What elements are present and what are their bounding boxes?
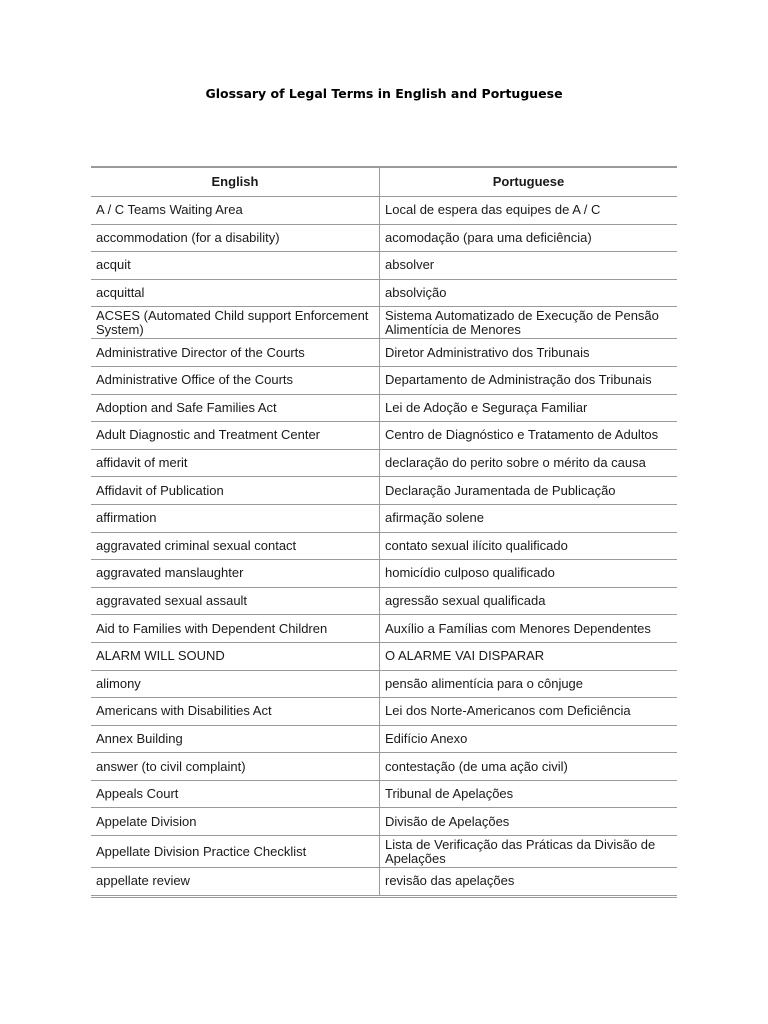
table-row (91, 197, 677, 225)
table-row (91, 560, 677, 588)
table-row (91, 670, 677, 698)
portuguese-term: contestação (de uma ação civil) (380, 753, 678, 781)
column-header-english: English (91, 167, 380, 197)
portuguese-term: contato sexual ilícito qualificado (380, 532, 678, 560)
table-row (91, 422, 677, 450)
english-term: Administrative Office of the Courts (91, 366, 380, 394)
english-term: aggravated manslaughter (91, 560, 380, 588)
portuguese-term: Diretor Administrativo dos Tribunais (380, 339, 678, 367)
table-row (91, 753, 677, 781)
table-row (91, 836, 677, 868)
portuguese-term: homicídio culposo qualificado (380, 560, 678, 588)
table-row (91, 477, 677, 505)
portuguese-term: Centro de Diagnóstico e Tratamento de Adultos (380, 422, 678, 450)
portuguese-term: Tribunal de Apelações (380, 780, 678, 808)
portuguese-term: Divisão de Apelações (380, 808, 678, 836)
english-term: Appellate Division Practice Checklist (91, 836, 380, 868)
english-term: affirmation (91, 504, 380, 532)
english-term: Adult Diagnostic and Treatment Center (91, 422, 380, 450)
column-header-portuguese: Portuguese (380, 167, 678, 197)
english-term: acquittal (91, 279, 380, 307)
table-row (91, 698, 677, 726)
portuguese-term: declaração do perito sobre o mérito da causa (380, 449, 678, 477)
english-term: ACSES (Automated Child support Enforcement System) (91, 307, 380, 339)
english-term: Annex Building (91, 725, 380, 753)
table-row (91, 615, 677, 643)
portuguese-term: Departamento de Administração dos Tribunais (380, 366, 678, 394)
table-row (91, 725, 677, 753)
english-term: Administrative Director of the Courts (91, 339, 380, 367)
portuguese-term: Lei dos Norte-Americanos com Deficiência (380, 698, 678, 726)
table-row (91, 504, 677, 532)
english-term: appellate review (91, 868, 380, 897)
portuguese-term: pensão alimentícia para o cônjuge (380, 670, 678, 698)
portuguese-term: Sistema Automatizado de Execução de Pensão Alimentícia de Menores (380, 307, 678, 339)
english-term: acquit (91, 252, 380, 280)
english-term: Appelate Division (91, 808, 380, 836)
portuguese-term: Lei de Adoção e Seguraça Familiar (380, 394, 678, 422)
table-row (91, 449, 677, 477)
page-title: Glossary of Legal Terms in English and Portuguese (205, 86, 563, 101)
english-term: ALARM WILL SOUND (91, 642, 380, 670)
table-row (91, 532, 677, 560)
english-term: affidavit of merit (91, 449, 380, 477)
table-header-row (91, 167, 677, 197)
portuguese-term: Local de espera das equipes de A / C (380, 197, 678, 225)
portuguese-term: O ALARME VAI DISPARAR (380, 642, 678, 670)
english-term: alimony (91, 670, 380, 698)
table-row (91, 808, 677, 836)
portuguese-term: Declaração Juramentada de Publicação (380, 477, 678, 505)
glossary-table (91, 166, 677, 898)
portuguese-term: absolvição (380, 279, 678, 307)
portuguese-term: absolver (380, 252, 678, 280)
portuguese-term: Auxílio a Famílias com Menores Dependentes (380, 615, 678, 643)
english-term: aggravated criminal sexual contact (91, 532, 380, 560)
table-row (91, 394, 677, 422)
portuguese-term: agressão sexual qualificada (380, 587, 678, 615)
portuguese-term: Lista de Verificação das Práticas da Divisão de Apelações (380, 836, 678, 868)
table-row (91, 307, 677, 339)
english-term: Adoption and Safe Families Act (91, 394, 380, 422)
english-term: Appeals Court (91, 780, 380, 808)
portuguese-term: acomodação (para uma deficiência) (380, 224, 678, 252)
english-term: A / C Teams Waiting Area (91, 197, 380, 225)
table-row (91, 868, 677, 897)
portuguese-term: Edifício Anexo (380, 725, 678, 753)
table-row (91, 252, 677, 280)
english-term: answer (to civil complaint) (91, 753, 380, 781)
glossary-rows (91, 197, 677, 897)
table-row (91, 642, 677, 670)
table-row (91, 339, 677, 367)
table-row (91, 587, 677, 615)
table-row (91, 366, 677, 394)
english-term: accommodation (for a disability) (91, 224, 380, 252)
english-term: Affidavit of Publication (91, 477, 380, 505)
english-term: aggravated sexual assault (91, 587, 380, 615)
portuguese-term: afirmação solene (380, 504, 678, 532)
table-row (91, 279, 677, 307)
table-row (91, 224, 677, 252)
english-term: Aid to Families with Dependent Children (91, 615, 380, 643)
table-row (91, 780, 677, 808)
portuguese-term: revisão das apelações (380, 868, 678, 897)
english-term: Americans with Disabilities Act (91, 698, 380, 726)
